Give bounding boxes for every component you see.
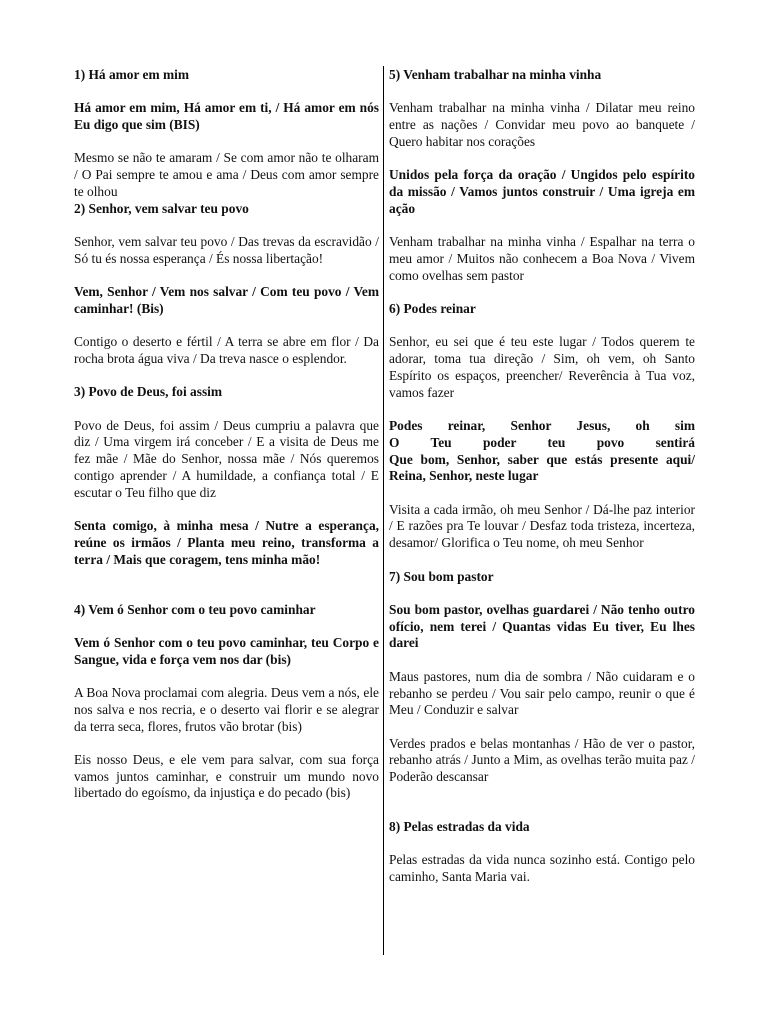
song-2-title: 2) Senhor, vem salvar teu povo <box>74 200 249 216</box>
song-2-verse-2: Contigo o deserto e fértil / A terra se abre em flor / Da rocha brota água viva / Da treva nasce o esplendor. <box>74 334 379 367</box>
song-5-verse-2: Venham trabalhar na minha vinha / Espalhar na terra o meu amor / Muitos não conhecem a Boa Nova / Vivem como ovelhas sem pastor <box>389 234 695 283</box>
song-7-verse-2: Verdes prados e belas montanhas / Hão de ver o pastor, rebanho atrás / Junto a Mim, as ovelhas terão muita paz / Poderão descansar <box>389 735 695 785</box>
song-6-chorus-line-1: Podes reinar, Senhor Jesus, oh sim <box>389 417 695 433</box>
song-3-title: 3) Povo de Deus, foi assim <box>74 384 223 400</box>
song-3-verse: Povo de Deus, foi assim / Deus cumpriu a palavra que diz / Uma virgem irá conceber / E a visita de Deus me fez mãe / Mãe do Senhor, nossa mãe / Nós queremos contigo aprender / A humildade, a confiança total / E escutar o Teu filho que diz <box>74 417 379 500</box>
song-6-title: 6) Podes reinar <box>389 300 476 316</box>
song-2-chorus: Vem, Senhor / Vem nos salvar / Com teu povo / Vem caminhar! (Bis) <box>74 284 379 316</box>
song-1-chorus: Há amor em mim, Há amor em ti, / Há amor em nós Eu digo que sim (BIS) <box>74 100 379 133</box>
column-divider <box>383 66 384 955</box>
song-6-verse-2: Visita a cada irmão, oh meu Senhor / Dá-lhe paz interior / E razões pra Te louvar / Desfaz toda tristeza, incerteza, desamor/ Glorifica o Teu nome, oh meu Senhor <box>389 501 695 551</box>
song-5-chorus: Unidos pela força da oração / Ungidos pelo espírito da missão / Vamos juntos construir / Uma igreja em ação <box>389 167 695 216</box>
song-7-chorus: Sou bom pastor, ovelhas guardarei / Não tenho outro ofício, nem terei / Quantas vidas Eu tiver, Eu lhes darei <box>389 601 695 651</box>
song-6-verse-1: Senhor, eu sei que é teu este lugar / Todos querem te adorar, toma tua direção / Sim, oh vem, oh Santo Espírito os espaços, preencher/ Reverência à Tua voz, vamos fazer <box>389 334 695 400</box>
song-1-verse: Mesmo se não te amaram / Se com amor não te olharam / O Pai sempre te amou e ama / Deus com amor sempre te olhou <box>74 150 379 199</box>
song-6-chorus-line-3: Que bom, Senhor, saber que estás presente aqui/ Reina, Senhor, neste lugar <box>389 451 695 484</box>
song-8-title: 8) Pelas estradas da vida <box>389 819 530 834</box>
song-4-verse-1: A Boa Nova proclamai com alegria. Deus vem a nós, ele nos salva e nos recria, e o deserto vai florir e se alegrar da terra seca, flores, frutos vão brotar (bis) <box>74 684 379 734</box>
left-column <box>74 67 379 802</box>
song-2-verse-1: Senhor, vem salvar teu povo / Das trevas da escravidão / Só tu és nossa esperança / És nossa libertação! <box>74 234 379 266</box>
song-6-chorus-line-2: O Teu poder teu povo sentirá <box>389 434 695 450</box>
song-4-verse-2: Eis nosso Deus, e ele vem para salvar, com sua força vamos juntos caminhar, e construir um mundo novo libertado do egoísmo, da injustiça e do pecado (bis) <box>74 751 379 801</box>
song-5-title: 5) Venham trabalhar na minha vinha <box>389 67 602 82</box>
song-1-title: 1) Há amor em mim <box>74 67 190 82</box>
song-5-verse-1: Venham trabalhar na minha vinha / Dilatar meu reino entre as nações / Convidar meu povo ao banquete / Quero habitar nos corações <box>389 100 695 149</box>
right-column <box>389 67 695 886</box>
song-3-chorus: Senta comigo, à minha mesa / Nutre a esperança, reúne os irmãos / Planta meu reino, transforma a terra / Mais que coragem, tens minha mão! <box>74 518 379 567</box>
song-7-title: 7) Sou bom pastor <box>389 568 494 584</box>
song-6-chorus <box>389 418 695 485</box>
song-8-verse: Pelas estradas da vida nunca sozinho está. Contigo pelo caminho, Santa Maria vai. <box>389 852 695 885</box>
song-4-title: 4) Vem ó Senhor com o teu povo caminhar <box>74 601 316 617</box>
song-7-verse-1: Maus pastores, num dia de sombra / Não cuidaram e o rebanho se perdeu / Vou sair pelo campo, reunir o que é Meu / Conduzir e salvar <box>389 668 695 718</box>
song-4-chorus: Vem ó Senhor com o teu povo caminhar, teu Corpo e Sangue, vida e força vem nos dar (bis) <box>74 634 379 667</box>
